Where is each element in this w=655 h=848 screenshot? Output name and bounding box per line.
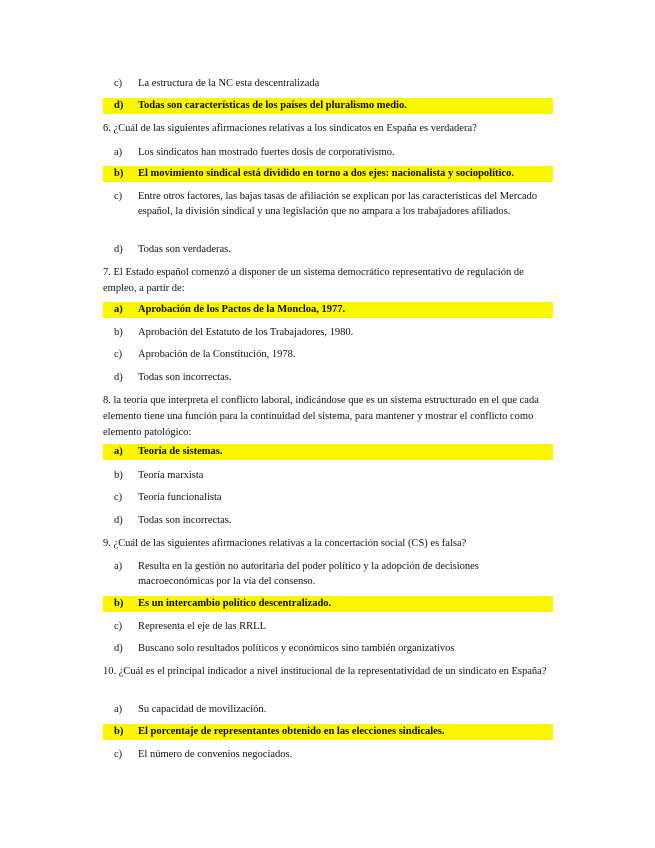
option-letter: c) <box>114 621 123 632</box>
option-text: Es un intercambio político descentralizado. <box>138 598 332 609</box>
option-text: Los sindicatos han mostrado fuertes dosis de corporativismo. <box>138 147 395 158</box>
option-b-correct <box>103 166 553 182</box>
option-letter: c) <box>114 191 123 202</box>
option-letter: d) <box>114 515 123 526</box>
option-letter: b) <box>114 327 123 338</box>
option-letter: c) <box>114 492 123 503</box>
option-text: Todas son incorrectas. <box>138 515 232 526</box>
option-letter: c) <box>114 749 123 760</box>
option-text: Teoría funcionalista <box>138 492 222 503</box>
option-text: Buscano solo resultados políticos y económicos sino también organizativos <box>138 643 455 654</box>
option-letter: d) <box>114 100 124 111</box>
option-text: Aprobación del Estatuto de los Trabajadores, 1980. <box>138 327 354 338</box>
question-9: 9. ¿Cuál de las siguientes afirmaciones relativas a la concertación social (CS) es falsa? <box>103 538 467 549</box>
option-d-correct <box>103 98 553 114</box>
option-b-correct <box>103 724 553 740</box>
question-6: 6. ¿Cuál de las siguientes afirmaciones relativas a los sindicatos en España es verdadera? <box>103 123 477 134</box>
option-text: Aprobación de la Constitución, 1978. <box>138 349 296 360</box>
option-letter: a) <box>114 561 123 572</box>
option-text: El porcentaje de representantes obtenido en las elecciones sindicales. <box>138 726 445 737</box>
option-a-correct <box>103 444 553 460</box>
option-text: Todas son incorrectas. <box>138 372 232 383</box>
option-a-correct <box>103 302 553 318</box>
option-letter: b) <box>114 168 124 179</box>
option-text: El movimiento sindical está dividido en torno a dos ejes: nacionalista y sociopolítico. <box>138 168 514 179</box>
option-text: Resulta en la gestión no autoritaria del poder político y la adopción de decisiones macroeconómicas por la vía del consenso. <box>138 561 479 587</box>
option-text: La estructura de la NC esta descentralizada <box>138 78 320 89</box>
option-letter: b) <box>114 726 124 737</box>
option-text: Teoría de sistemas. <box>138 446 223 457</box>
option-text: Aprobación de los Pactos de la Moncloa, 1977. <box>138 304 346 315</box>
option-letter: d) <box>114 244 123 255</box>
option-letter: b) <box>114 470 123 481</box>
question-8: 8. la teoría que interpreta el conflicto laboral, indicándose que es un sistema estructurado en el que cada elemento tiene una función para la continuidad del sistema, para mantener y mostrar el conflicto como elemento patológico: <box>103 395 539 438</box>
option-letter: a) <box>114 304 123 315</box>
option-text: El número de convenios negociados. <box>138 749 293 760</box>
option-text: Todas son características de los países del pluralismo medio. <box>138 100 407 111</box>
option-text: Teoría marxista <box>138 470 204 481</box>
option-letter: c) <box>114 349 123 360</box>
option-letter: a) <box>114 704 123 715</box>
option-text: Representa el eje de las RRLL <box>138 621 266 632</box>
option-c <box>103 189 553 234</box>
option-letter: a) <box>114 147 123 158</box>
option-letter: c) <box>114 78 123 89</box>
option-letter: a) <box>114 446 123 457</box>
option-letter: b) <box>114 598 124 609</box>
option-b-correct <box>103 596 553 612</box>
option-text: Entre otros factores, las bajas tasas de afiliación se explican por las características del Mercado español, la división sindical y una legislación que no ampara a los trabajadores afiliados. <box>138 191 538 217</box>
option-letter: d) <box>114 372 123 383</box>
question-10: 10. ¿Cuál es el principal indicador a nivel institucional de la representatividad de un sindicato en España? <box>103 666 547 677</box>
option-letter: d) <box>114 643 123 654</box>
option-a <box>103 559 553 589</box>
option-text: Todas son verdaderas. <box>138 244 231 255</box>
question-7: 7. El Estado español comenzó a disponer de un sistema democrático representativo de regulación de empleo, a partir de: <box>103 267 524 294</box>
option-text: Su capacidad de movilización. <box>138 704 267 715</box>
